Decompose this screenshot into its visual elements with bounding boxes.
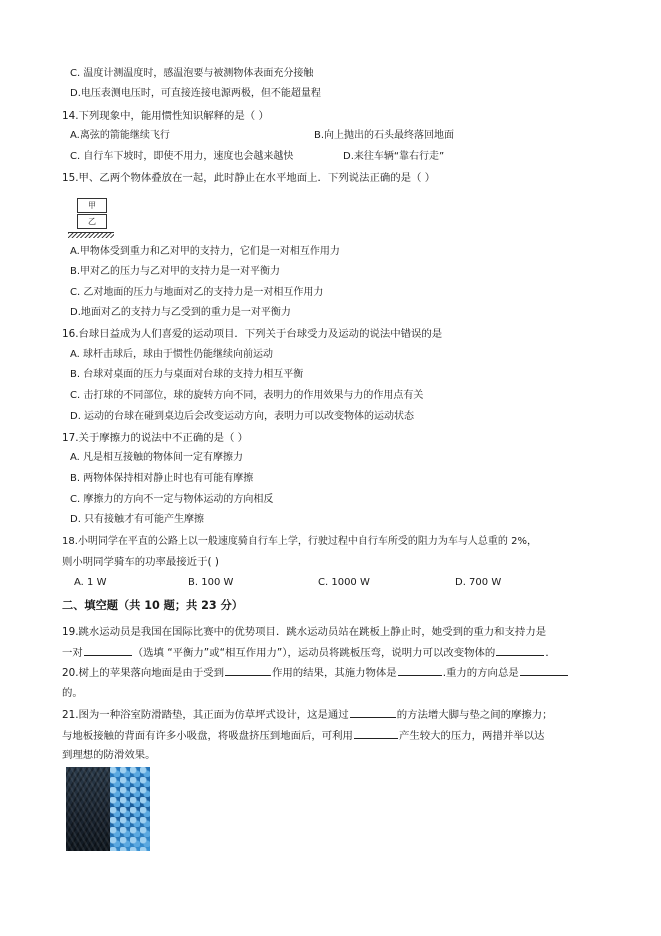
q19-text-c: ．	[545, 647, 556, 659]
q19-blank-1[interactable]	[84, 645, 132, 656]
q14-option-d: D.来往车辆“靠右行走”	[343, 151, 445, 162]
q18-option-a: A. 1 W	[74, 577, 107, 588]
q17-option-b: B. 两物体保持相对静止时也有可能有摩擦	[70, 473, 254, 484]
anti-slip-mat-photo	[66, 767, 150, 851]
q21-text-c: 与地板接触的背面有许多小吸盘，将吸盘挤压到地面后，可利用	[62, 730, 353, 742]
q17-option-c: C. 摩擦力的方向不一定与物体运动的方向相反	[70, 494, 274, 505]
q20-blank-1[interactable]	[225, 665, 271, 676]
q18-stem-continued: 则小明同学骑车的功率最接近于( )	[62, 556, 219, 568]
q19-blank-2[interactable]	[496, 645, 544, 656]
q15-stem: 15.甲、乙两个物体叠放在一起，此时静止在水平地面上．下列说法正确的是（ ）	[62, 172, 436, 184]
q18-option-c: C. 1000 W	[318, 577, 370, 588]
q14-option-c: C. 自行车下坡时，即使不用力，速度也会越来越快	[70, 151, 294, 162]
q19-text-b: （选填 “平衡力”或“相互作用力”），运动员将跳板压弯，说明力可以改变物体的	[132, 647, 496, 659]
q15-option-c: C. 乙对地面的压力与地面对乙的支持力是一对相互作用力	[70, 287, 324, 298]
q15-option-a: A.甲物体受到重力和乙对甲的支持力，它们是一对相互作用力	[70, 246, 340, 257]
q21-line2	[62, 728, 544, 743]
q18-stem: 18.小明同学在平直的公路上以一般速度骑自行车上学，行驶过程中自行车所受的阻力为车与人总重的 2%，	[62, 536, 537, 547]
q17-option-d: D. 只有接触才有可能产生摩擦	[70, 514, 205, 525]
q20-line1	[62, 665, 569, 680]
q18-option-b: B. 100 W	[188, 577, 234, 588]
mat-back-suction-cups	[110, 767, 150, 851]
q21-text-d: 产生较大的压力，两措并举以达	[398, 730, 545, 742]
q21-text-b: 的方法增大脚与垫之间的摩擦力；	[396, 709, 553, 721]
q20-text-a: 20.树上的苹果落向地面是由于受到	[62, 667, 224, 679]
q16-stem: 16.台球日益成为人们喜爱的运动项目．下列关于台球受力及运动的说法中错误的是	[62, 328, 443, 340]
q20-text-c: .重力的方向总是	[442, 667, 519, 679]
q21-text-a: 21.图为一种浴室防滑踏垫，其正面为仿草坪式设计，这是通过	[62, 709, 349, 721]
q17-option-a: A. 凡是相互接触的物体间一定有摩擦力	[70, 452, 244, 463]
q21-blank-1[interactable]	[350, 707, 396, 718]
q18-option-d: D. 700 W	[455, 577, 502, 588]
q15-option-d: D.地面对乙的支持力与乙受到的重力是一对平衡力	[70, 307, 291, 318]
q16-option-d: D. 运动的台球在碰到桌边后会改变运动方向，表明力可以改变物体的运动状态	[70, 411, 415, 422]
q20-line2: 的。	[62, 687, 83, 699]
q21-line1	[62, 707, 553, 722]
q20-text-b: 作用的结果，其施力物体是	[272, 667, 397, 679]
q14-stem: 14.下列现象中，能用惯性知识解释的是（ ）	[62, 110, 269, 122]
q19-line2	[62, 645, 556, 660]
q16-option-a: A. 球杆击球后，球由于惯性仍能继续向前运动	[70, 349, 274, 360]
q19-text-a: 一对	[62, 647, 83, 659]
block-yi: 乙	[77, 214, 107, 229]
q20-blank-3[interactable]	[520, 665, 568, 676]
q17-stem: 17.关于摩擦力的说法中不正确的是（ ）	[62, 432, 249, 444]
mat-front-grass-texture	[66, 767, 110, 851]
q13-option-c: C. 温度计测温度时，感温泡要与被测物体表面充分接触	[70, 68, 314, 79]
q20-blank-2[interactable]	[398, 665, 442, 676]
q16-option-b: B. 台球对桌面的压力与桌面对台球的支持力相互平衡	[70, 369, 304, 380]
q21-blank-2[interactable]	[354, 728, 398, 739]
q16-option-c: C. 击打球的不同部位，球的旋转方向不同，表明力的作用效果与力的作用点有关	[70, 390, 424, 401]
q15-option-b: B.甲对乙的压力与乙对甲的支持力是一对平衡力	[70, 266, 281, 277]
q14-option-b: B.向上抛出的石头最终落回地面	[314, 130, 455, 141]
q15-stacked-blocks-figure	[68, 194, 114, 240]
q19-line1: 19.跳水运动员是我国在国际比赛中的优势项目．跳水运动员站在跳板上静止时，她受到的重力和支持力是	[62, 626, 547, 638]
q21-line3: 到理想的防滑效果。	[62, 749, 156, 761]
ground-hatch	[68, 233, 114, 238]
block-jia: 甲	[77, 198, 107, 213]
q13-option-d: D.电压表测电压时，可直接连接电源两极，但不能超量程	[70, 88, 321, 99]
section-fill-in-title: 二、填空题（共 10 题；共 23 分）	[62, 599, 243, 612]
q14-option-a: A.离弦的箭能继续飞行	[70, 130, 170, 141]
